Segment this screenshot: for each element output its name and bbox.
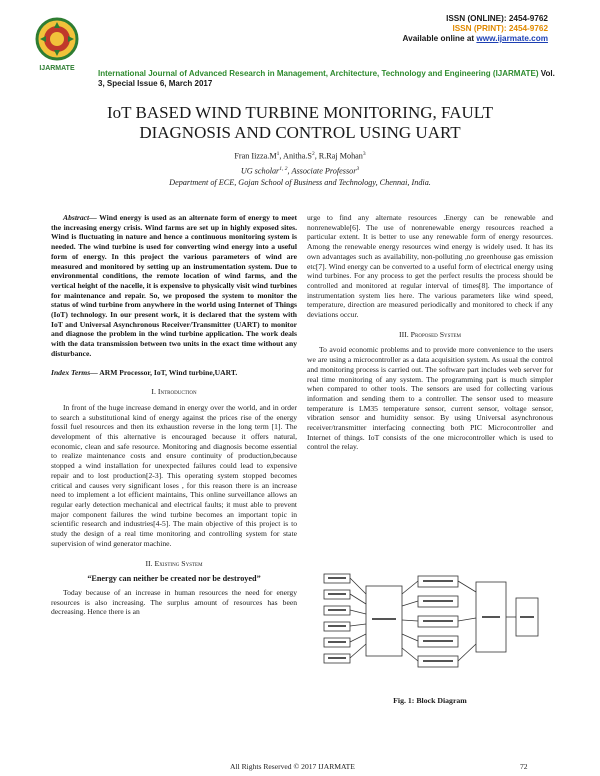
abstract [51,213,297,359]
proposed-heading: III. Proposed System [398,329,462,339]
left-column [51,213,297,617]
proposed-text: To avoid economic problems and to provide more convenience to the users we are using a microcontroller as a data acquisition system. As usual the control and monitoring process is carried out. The software part includes web server for real time monitoring of any system. The programming part is much simpler when compared to other tools. The sensors are used for collecting various information and sending them to a controller. The sensor used to measure temperature is LM35 temperature sensor, current sensor, voltage sensor, vibration sensor and humidity sensor. By using Universal asynchronous receiver/transmitter interfacing connecting both PIC Microcontroller and Internet of things. IoT consists of the one microcontroller which is used to control the relay. [307,345,553,452]
website-link[interactable]: www.ijarmate.com [476,34,548,43]
footer-rights: All Rights Reserved © 2017 IJARMATE [230,762,355,771]
available-online [403,34,548,44]
available-prefix: Available online at [402,34,477,43]
role-b-sup: 3 [356,165,360,172]
author-1-sup: 1 [276,151,280,157]
intro-text: In front of the huge increase demand in energy over the world, and in order to search a substitutional kind of energy against the prices rise of the energy fossil fuel resources and then its exhaustion reverse in the long term [1]. The development of this alternative is encouraged because it offers natural, economic, clean and safe resource. Monitoring and diagnosis become essential to realize maintenance costs and ensure continuity of production,because stopped a wind installation for unexpected failures could lead to expensive repair and to lost production[2-3]. This operating system stopped becomes critical and causes very significant loses , for this reason there is an increase need to implement a lot efficient maintains, This online surveillance allows an regular early detection mechanical and electrical faults; it must able to prevent major component failures the wind turbine becomes an important topic in scientific research and industries[4-5]. The main objective of this project is to study the design of a real time monitoring and controlling system for state supervision of wind generator machine. [51,402,297,548]
journal-name: International Journal of Advanced Research in Management, Architecture, Technology and Engineering [98,69,491,78]
index-terms [51,368,297,378]
issn-block [403,14,548,44]
author-2: Anitha.S [283,151,312,161]
paper-title: IoT BASED WIND TURBINE MONITORING, FAULT DIAGNOSIS AND CONTROL USING UART [107,103,493,142]
abstract-label: Abstract [63,213,90,222]
page-number: 72 [520,762,528,771]
journal-logo [34,16,80,78]
author-block [60,148,540,189]
existing-text: Today because of an increase in human resources the need for energy resources is also increasing. The surplus amount of resources has been decreasing. Hence there is an [51,587,297,617]
journal-volume: Vol. 3, Special Issue 6, March 2017 [98,69,555,88]
block-diagram [320,568,542,688]
role-a-sup: 1, 2 [279,165,288,172]
intro-heading: I. Introduction [151,387,197,397]
existing-heading: II. Existing System [145,558,203,568]
abstract-text: — Wind energy is used as an alternate form of energy to meet the increasing energy crisis. Wind farms are set up in highly exposed sites. Wind is fluctuating in nature and hence a continuous monitoring system is needed. The wind turbine is used for converting wind energy into a useful form of energy. In this project the various parameters of wind are measured and monitored by setting up an instrumentation system. Due to environmental conditions, the remote location of wind farms, and the vertical height of the nacelle, it is expensive to physically visit wind turbines for maintenance and repair. So, we proposed the system to monitor the status of wind turbine from anywhere in the world using Internet of Things (IoT) technology. In our present work, it is declared that the system with IoT and Universal Asynchronous Receiver/Transmitter (UART) to monitor and diagnose the problem in the wind turbine application. The work deals with the data transmission between two units in the exact time without any disturbance. [51,213,297,358]
author-3-sup: 3 [362,151,366,157]
role-a: UG scholar [240,166,280,176]
logo-text: IJARMATE [39,65,75,72]
affiliation: Department of ECE, Gojan School of Business and Technology, Chennai, India. [169,178,431,188]
figure-caption: Fig. 1: Block Diagram [393,696,467,705]
journal-title [98,69,558,89]
block-diagram-image [320,568,542,688]
journal-abbr: (IJARMATE) [492,69,539,78]
role-b: Associate Professor [291,166,357,176]
issn-online: ISSN (ONLINE): 2454-9762 [446,14,548,23]
existing-quote: “Energy can neither be created nor be destroyed” [87,574,261,584]
right-column [307,213,553,452]
author-1: Fran Iizza.M [234,151,277,161]
issn-print: ISSN (PRINT): 2454-9762 [452,24,548,33]
author-roles: UG scholar$^{1, 2}$, Associate Professor$^3$ [240,165,360,176]
author-2-sup: 2 [311,151,315,157]
author-3: R.Raj Mohan [318,151,363,161]
right-cont-text: urge to find any alternate resources .Energy can be renewable and nonrenewable[6]. The use of nonrenewable energy resources reached a particular extent. It is better to use any renewable form of energy resources. Among the renewable energy resources wind energy is widely used. It has its own advantages such as availability, non-polluting ,no greenhouse gas emission etc[7]. Wind energy can be converted to a useful form of electrical energy using wind turbines. For any process to get the perfect results the process should be controlled and monitored at regular interval of times[8]. The importance of instrumentation system lies here. The various parameters like wind speed, temperature, direction are measured periodically and monitored to check if any deviations occur. [307,213,553,320]
index-label: Index Terms [51,367,91,377]
index-text: — ARM Processor, IoT, Wind turbine,UART. [90,367,238,377]
author-names: Fran $Iizza.M^1$, $Anitha.S^2$, R.Raj Mohan$^3$ [234,151,366,161]
